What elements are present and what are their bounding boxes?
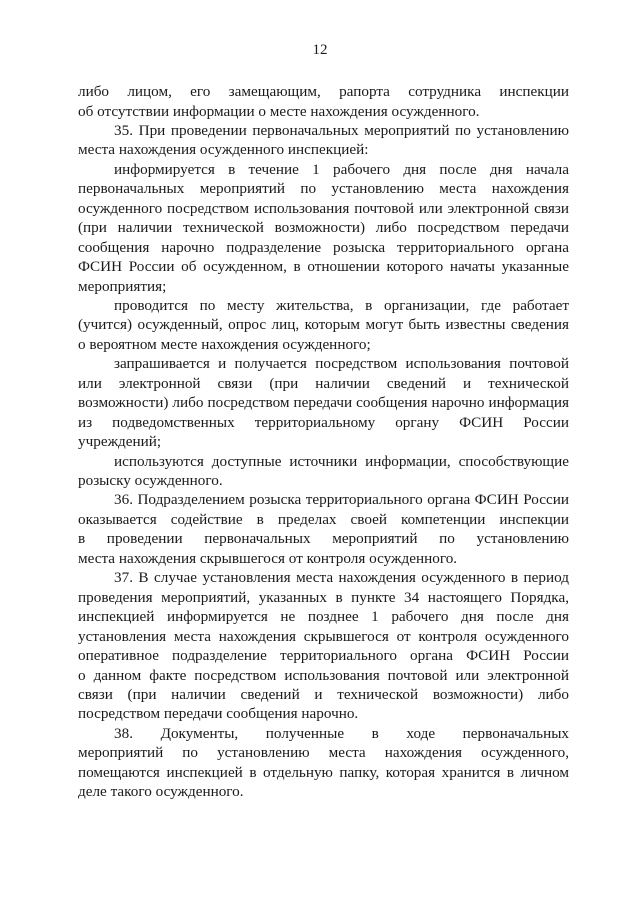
text-line: об отсутствии информации о месте нахождения осужденного. [78,102,480,120]
text-line: осужденного посредством использования почтовой или электронной связи [78,199,569,217]
text-line: места нахождения осужденного инспекцией: [78,141,369,159]
text-line: информируется в течение 1 рабочего дня после дня начала [114,160,569,178]
text-line: установления места нахождения скрывшегося от контроля осужденного [78,627,569,645]
text-line: или электронной связи (при наличии сведений и технической [78,374,569,392]
text-line: помещаются инспекцией в отдельную папку, которая хранится в личном [78,763,569,781]
text-line: из подведомственных территориальному органу ФСИН России [78,413,569,431]
text-line: деле такого осужденного. [78,783,244,801]
text-line: инспекцией информируется не позднее 1 рабочего дня после дня [78,608,569,626]
text-line: розыску осужденного. [78,472,223,489]
text-line: сообщения нарочно подразделение розыска территориального органа [78,238,569,256]
text-line: оперативное подразделение территориального органа ФСИН России [78,647,569,664]
text-line: либо лицом, его замещающим, рапорта сотрудника инспекции [78,83,569,100]
text-line: проведения мероприятий, указанных в пункте 34 настоящего Порядка, [78,588,569,606]
text-line: 36. Подразделением розыска территориального органа ФСИН России [114,491,569,509]
page-number: 12 [312,42,328,58]
text-line: связи (при наличии сведений и технической возможности) либо [78,685,569,703]
text-line: 37. В случае установления места нахождения осужденного в период [114,569,569,587]
text-line: возможности) либо посредством передачи сообщения нарочно информация [78,394,569,412]
text-line: в проведении первоначальных мероприятий по установлению [78,530,569,548]
text-line: посредством передачи сообщения нарочно. [78,705,359,723]
text-line: мероприятия; [78,277,167,295]
text-line: 38. Документы, полученные в ходе первоначальных [114,724,569,742]
text-line: ФСИН России об осужденном, в отношении которого начаты указанные [78,258,569,275]
text-line: о вероятном месте нахождения осужденного; [78,335,371,353]
text-line: мероприятий по установлению места нахождения осужденного, [78,744,569,762]
text-line: 35. При проведении первоначальных мероприятий по установлению [114,121,569,139]
text-line: (учится) осужденный, опрос лиц, которым могут быть известны сведения [78,316,569,334]
text-line: оказывается содействие в пределах своей компетенции инспекции [78,510,569,528]
text-line: первоначальных мероприятий по установлению места нахождения [78,180,569,198]
text-line: о данном факте посредством использования почтовой или электронной [78,666,569,684]
text-line: учреждений; [78,433,162,451]
text-line: используются доступные источники информации, способствующие [114,452,569,470]
text-line: запрашивается и получается посредством использования почтовой [114,355,569,373]
text-line: места нахождения скрывшегося от контроля осужденного. [78,549,458,567]
text-line: проводится по месту жительства, в организации, где работает [114,296,569,314]
text-line: (при наличии технической возможности) либо посредством передачи [78,219,569,237]
